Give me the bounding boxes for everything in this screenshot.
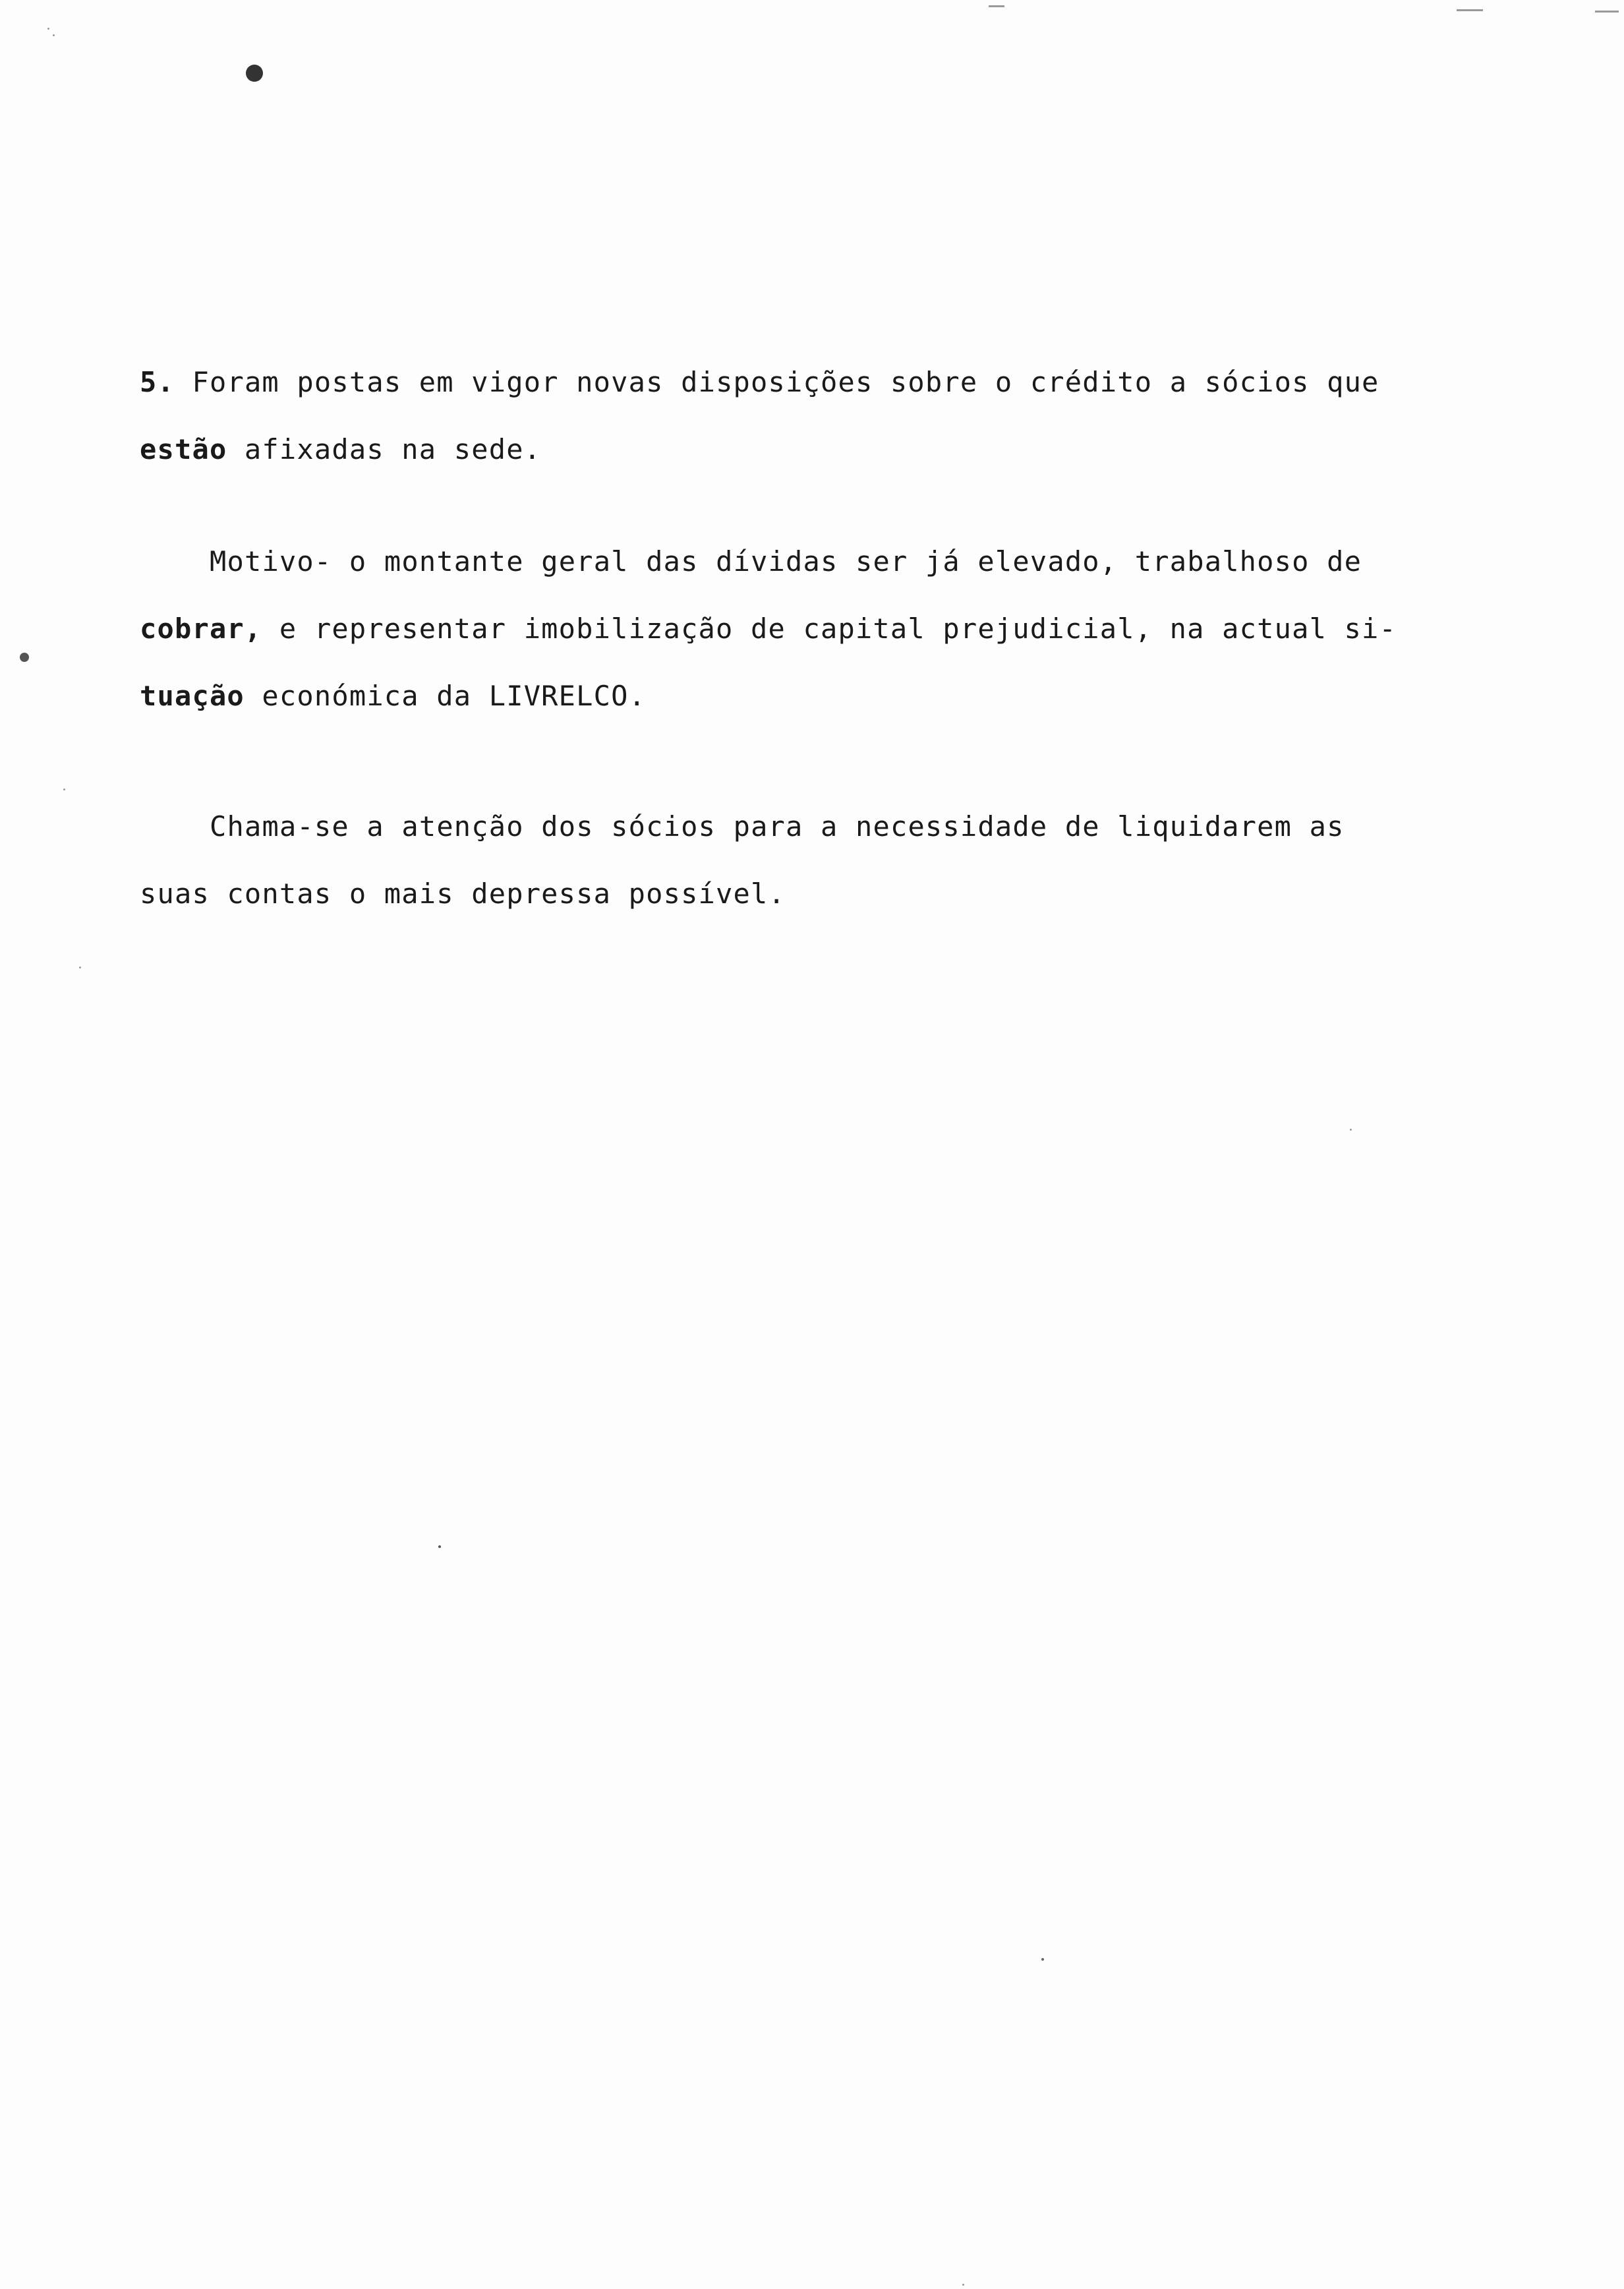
attention-text-2: suas contas o mais depressa possível. [140,877,786,910]
scan-speck [438,1545,441,1548]
attention-line-2 [140,877,786,911]
motivo-line-3 [140,679,646,713]
motivo-text-3: económica da LIVRELCO. [244,680,647,712]
scan-speck [962,2284,964,2286]
left-margin-speck [20,653,29,662]
scan-speck [989,5,1004,7]
scan-speck [47,28,49,30]
scan-speck [63,788,65,790]
attention-text-1: Chama-se a atenção dos sócios para a necessidade de liquidarem as [210,810,1345,843]
item-5-text-2: afixadas na sede. [227,433,542,465]
motivo-line-2 [140,612,1397,646]
scan-speck [1350,1129,1352,1131]
scan-speck [1457,9,1483,11]
scan-speck [1041,1958,1044,1961]
item-5-line-1 [140,365,1379,400]
scan-speck [79,966,81,968]
scan-speck [53,34,55,36]
motivo-lead-word-2: tuação [140,680,245,712]
item-number: 5. [140,366,175,398]
motivo-line-1 [210,545,1362,579]
motivo-text-2: e representar imobilização de capital prejudicial, na actual si- [262,612,1397,645]
motivo-lead-word: cobrar, [140,612,262,645]
item-5-lead-word: estão [140,433,227,465]
hole-punch-mark [246,65,263,82]
item-5-line-2 [140,432,541,467]
scan-speck [1595,11,1619,13]
item-5-text-1: Foram postas em vigor novas disposições sobre o crédito a sócios que [192,366,1379,398]
motivo-text-1: Motivo- o montante geral das dívidas ser já elevado, trabalhoso de [210,545,1362,578]
attention-line-1 [210,810,1345,844]
